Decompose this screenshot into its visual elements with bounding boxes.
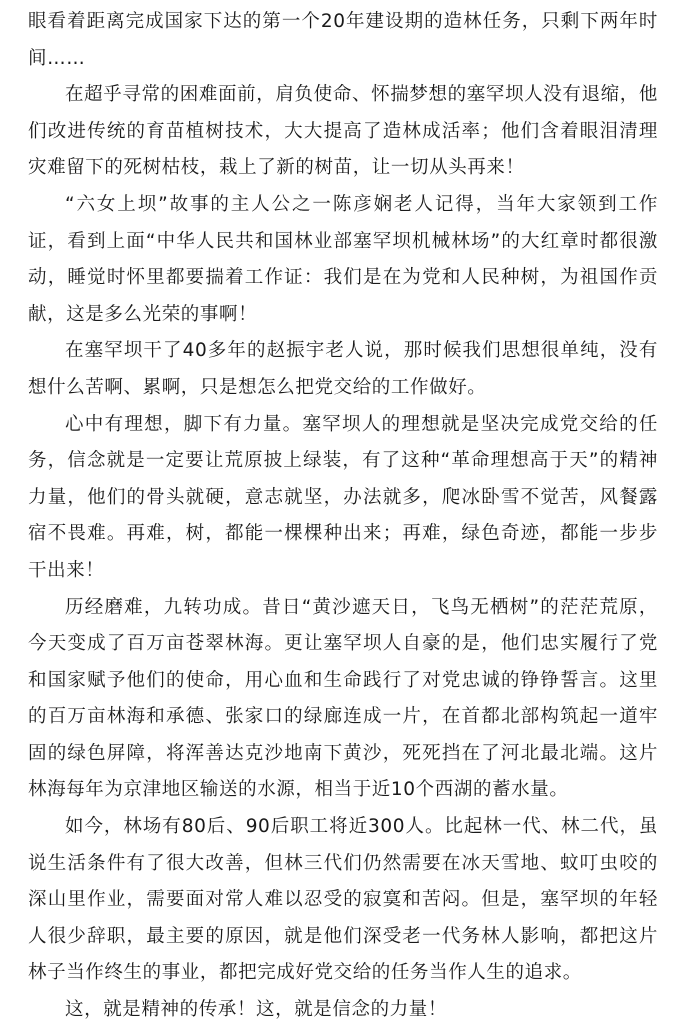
paragraph-6: 历经磨难，九转功成。昔日“黄沙遮天日，飞鸟无栖树”的茫茫荒原，今天变成了百万亩苍翠林海。更让塞罕坝人自豪的是，他们忠实履行了党和国家赋予他们的使命，用心血和生命践行了对党忠诚的铮铮誓言。这里的百万亩林海和承德、张家口的绿廊连成一片，在首都北部构筑起一道牢固的绿色屏障，将浑善达克沙地南下黄沙，死死挡在了河北最北端。这片林海每年为京津地区输送的水源，相当于近10个西湖的蓄水量。 (28, 596, 658, 801)
paragraph-2: 在超乎寻常的困难面前，肩负使命、怀揣梦想的塞罕坝人没有退缩，他们改进传统的育苗植树技术，大大提高了造林成活率；他们含着眼泪清理灾难留下的死树枯枝，栽上了新的树苗，让一切从头再来！ (28, 84, 658, 179)
paragraph-3: “六女上坝”故事的主人公之一陈彦娴老人记得，当年大家领到工作证，看到上面“中华人民共和国林业部塞罕坝机械林场”的大红章时都很激动，睡觉时怀里都要揣着工作证：我们是在为党和人民种树，为祖国作贡献，这是多么光荣的事啊！ (28, 193, 658, 325)
paragraph-5: 心中有理想，脚下有力量。塞罕坝人的理想就是坚决完成党交给的任务，信念就是一定要让荒原披上绿装，有了这种“革命理想高于天”的精神力量，他们的骨头就硬，意志就坚，办法就多，爬冰卧雪不觉苦，风餐露宿不畏难。再难，树，都能一棵棵种出来；再难，绿色奇迹，都能一步步干出来！ (28, 413, 658, 581)
paragraph-1: 眼看着距离完成国家下达的第一个20年建设期的造林任务，只剩下两年时间…… (28, 11, 658, 69)
paragraph-7: 如今，林场有80后、90后职工将近300人。比起林一代、林二代，虽说生活条件有了很大改善，但林三代们仍然需要在冰天雪地、蚊叮虫咬的深山里作业，需要面对常人难以忍受的寂寞和苦闷。但是，塞罕坝的年轻人很少辞职，最主要的原因，就是他们深受老一代务林人影响，都把这片林子当作终生的事业，都把完成好党交给的任务当作人生的追求。 (28, 816, 658, 984)
paragraph-8: 这，就是精神的传承！这，就是信念的力量！ (65, 999, 448, 1021)
paragraph-4: 在塞罕坝干了40多年的赵振宇老人说，那时候我们思想很单纯，没有想什么苦啊、累啊，只是想怎么把党交给的工作做好。 (28, 340, 658, 398)
article-body (28, 4, 658, 1029)
